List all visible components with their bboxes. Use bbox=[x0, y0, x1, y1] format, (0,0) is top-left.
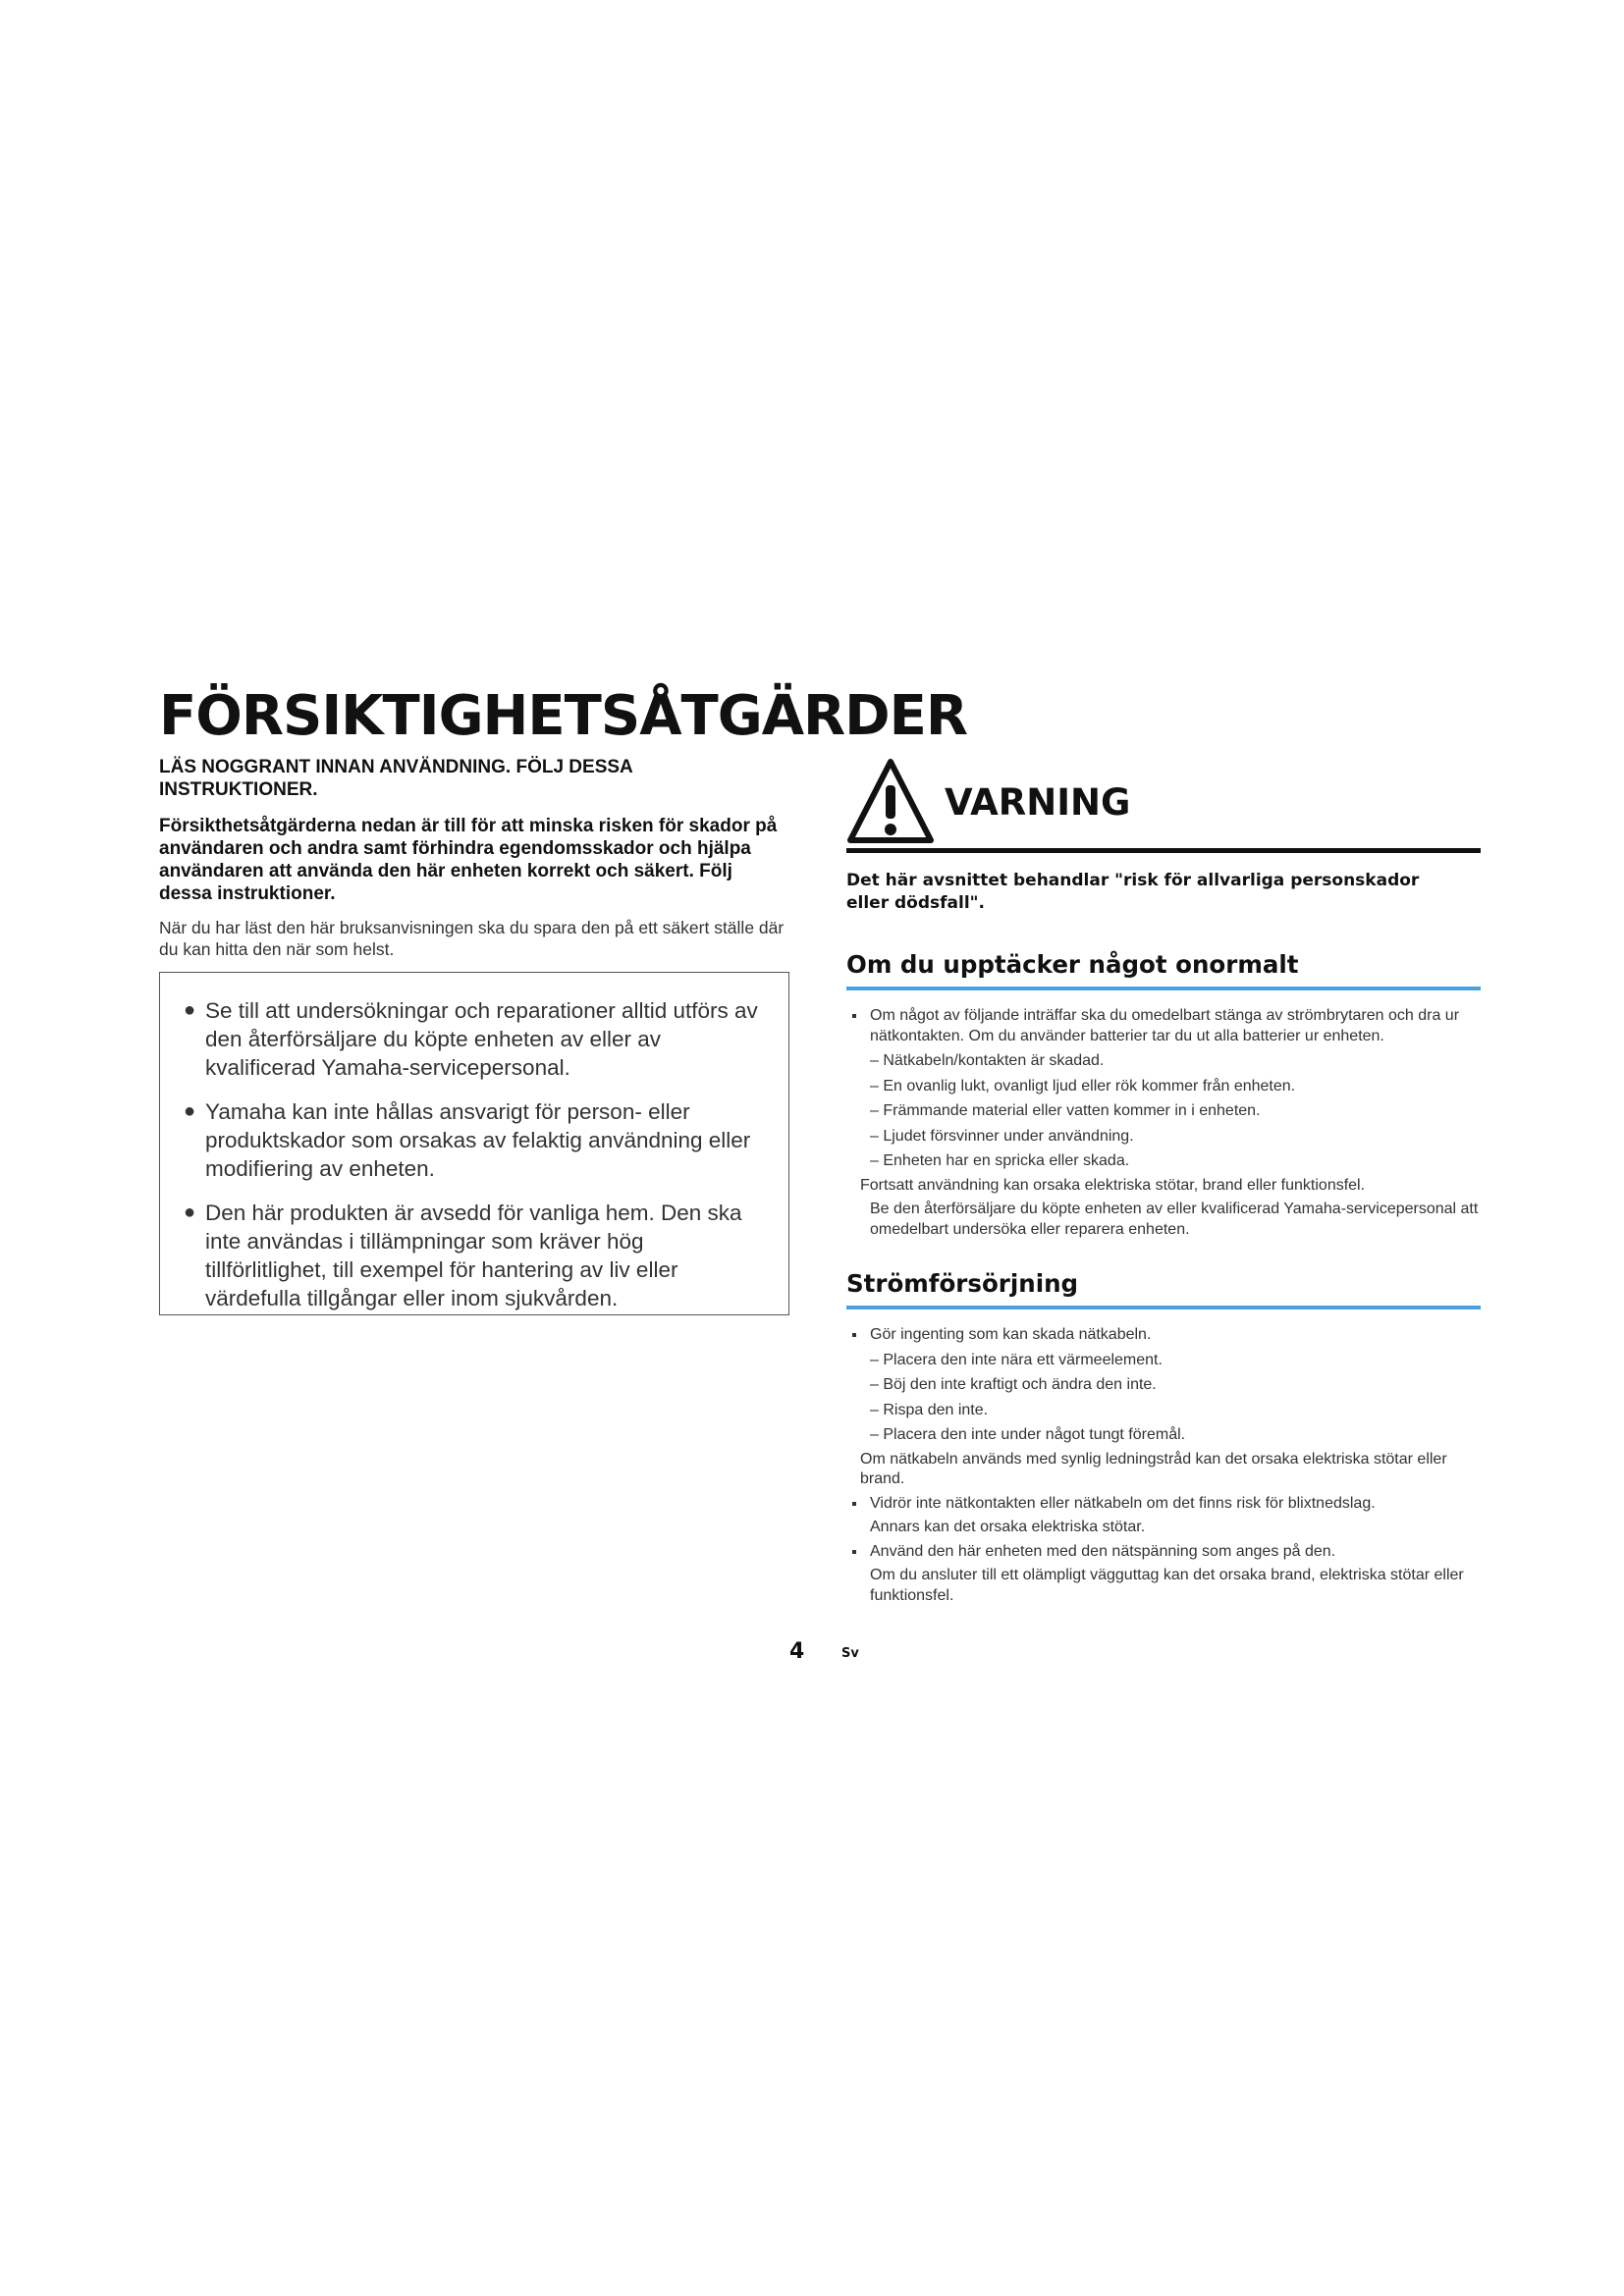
sub-item: – Placera den inte nära ett värmeelement. bbox=[870, 1351, 1163, 1368]
sub-item: – Främmande material eller vatten kommer in i enheten. bbox=[870, 1102, 1261, 1119]
sub-item: – Enheten har en spricka eller skada. bbox=[870, 1152, 1130, 1169]
sub-item: – Nätkabeln/kontakten är skadad. bbox=[870, 1052, 1105, 1069]
square-bullet-icon bbox=[852, 1550, 856, 1554]
note-text: Om du ansluter till ett olämpligt vägguttag kan det orsaka brand, elektriska stötar eller funktionsfel. bbox=[870, 1567, 1464, 1604]
sub-item: – Rispa den inte. bbox=[870, 1401, 989, 1418]
abnormal-list bbox=[846, 1006, 1485, 1240]
notice-text: Den här produkten är avsedd för vanliga hem. Den ska inte användas i tillämpningar som kräver hög tillförlitlighet, till exempel för hantering av liv eller värdefulla tillgångar eller inom sjukvården. bbox=[205, 1201, 742, 1310]
list-item-text: Gör ingenting som kan skada nätkabeln. bbox=[870, 1326, 1152, 1343]
page-title: FÖRSIKTIGHETSÅTGÄRDER bbox=[159, 684, 968, 748]
notice-text: Yamaha kan inte hållas ansvarigt för person- eller produktskador som orsakas av felaktig användning eller modifiering av enheten. bbox=[205, 1099, 751, 1181]
page-language: Sv bbox=[841, 1646, 859, 1661]
square-bullet-icon bbox=[852, 1502, 856, 1506]
intro-bold: Försikthetsåtgärderna nedan är till för att minska risken för skador på användaren och andra samt förhindra egendomsskador och hjälpa användaren att använda den här enheten korrekt och säkert. Följ dessa instruktioner. bbox=[159, 816, 778, 904]
notice-item bbox=[182, 996, 767, 1082]
power-list bbox=[846, 1325, 1485, 1606]
list-item bbox=[846, 1542, 1479, 1563]
list-item bbox=[846, 1325, 1479, 1346]
warning-header bbox=[846, 758, 1485, 852]
notice-item bbox=[182, 1097, 767, 1183]
intro-normal: När du har läst den här bruksanvisningen ska du spara den på ett säkert ställe där du kan hitta den när som helst. bbox=[159, 918, 785, 959]
sub-item: – Ljudet försvinner under användning. bbox=[870, 1127, 1134, 1145]
notice-text: Se till att undersökningar och reparationer alltid utförs av den återförsäljare du köpte enheten av eller av kvalificerad Yamaha-servicepersonal. bbox=[205, 998, 758, 1080]
warning-description: Det här avsnittet behandlar "risk för allvarliga personskador eller dödsfall". bbox=[846, 871, 1420, 913]
note-text: Be den återförsäljare du köpte enheten av eller kvalificerad Yamaha-servicepersonal att omedelbart undersöka eller reparera enheten. bbox=[870, 1201, 1479, 1238]
list-item-text: Vidrör inte nätkontakten eller nätkabeln om det finns risk för blixtnedslag. bbox=[870, 1494, 1376, 1512]
sub-item: – Placera den inte under något tungt föremål. bbox=[870, 1426, 1186, 1443]
bullet-dot-icon: ● bbox=[184, 1201, 196, 1223]
note-text: Fortsatt användning kan orsaka elektriska stötar, brand eller funktionsfel. bbox=[860, 1176, 1366, 1194]
warning-title: VARNING bbox=[945, 781, 1131, 824]
square-bullet-icon bbox=[852, 1014, 856, 1018]
bullet-dot-icon: ● bbox=[184, 999, 196, 1021]
square-bullet-icon bbox=[852, 1333, 856, 1337]
page-number: 4 bbox=[789, 1639, 805, 1664]
warning-column bbox=[846, 758, 1485, 1606]
list-item-text: Använd den här enheten med den nätspänning som anges på den. bbox=[870, 1542, 1336, 1560]
intro-caps: LÄS NOGGRANT INNAN ANVÄNDNING. FÖLJ DESSA INSTRUKTIONER. bbox=[159, 757, 633, 800]
sub-item: – Böj den inte kraftigt och ändra den inte. bbox=[870, 1376, 1157, 1393]
warning-triangle-icon bbox=[846, 758, 935, 844]
warning-rule bbox=[846, 848, 1481, 853]
section-title-abnormal: Om du upptäcker något onormalt bbox=[846, 950, 1481, 990]
section-title-power: Strömförsörjning bbox=[846, 1269, 1481, 1309]
bullet-dot-icon: ● bbox=[184, 1100, 196, 1122]
list-item bbox=[846, 1494, 1479, 1515]
note-text: Annars kan det orsaka elektriska stötar. bbox=[870, 1519, 1146, 1535]
intro-section bbox=[159, 756, 787, 960]
notice-box bbox=[159, 972, 789, 1315]
list-item bbox=[846, 1006, 1479, 1046]
notice-item bbox=[182, 1199, 767, 1312]
sub-item: – En ovanlig lukt, ovanligt ljud eller rök kommer från enheten. bbox=[870, 1077, 1296, 1095]
list-item-text: Om något av följande inträffar ska du omedelbart stänga av strömbrytaren och dra ur nätkontakten. Om du använder batterier tar du ut alla batterier ur enheten. bbox=[870, 1007, 1460, 1044]
note-text: Om nätkabeln används med synlig ledningstråd kan det orsaka elektriska stötar eller brand. bbox=[860, 1450, 1447, 1487]
